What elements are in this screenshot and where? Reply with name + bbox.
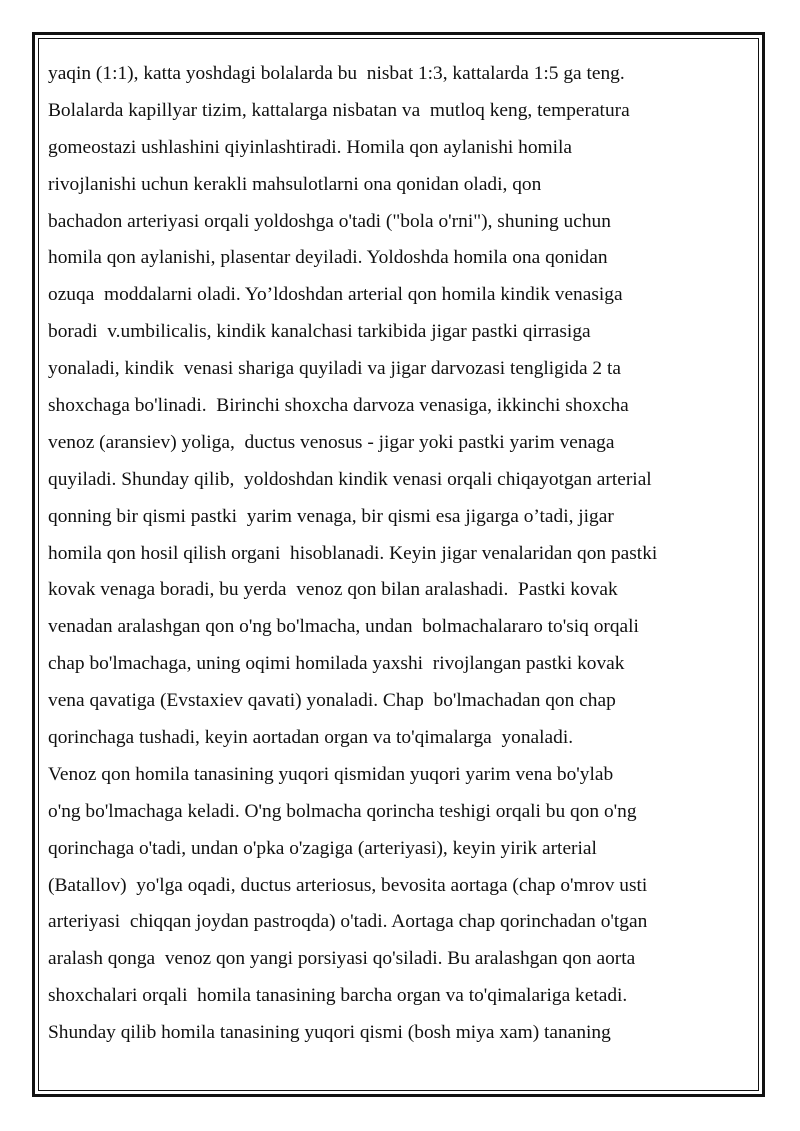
text-line: homila qon aylanishi, plasentar deyiladi. Yoldoshda homila ona qonidan [48, 247, 608, 269]
text-line: Shunday qilib homila tanasining yuqori qismi (bosh miya xam) tananing [48, 1022, 611, 1044]
text-line: chap bo'lmachaga, uning oqimi homilada yaxshi rivojlangan pastki kovak [48, 653, 625, 675]
text-line: shoxchaga bo'linadi. Birinchi shoxcha darvoza venasiga, ikkinchi shoxcha [48, 395, 629, 417]
text-line: yonaladi, kindik venasi shariga quyiladi va jigar darvozasi tengligida 2 ta [48, 358, 621, 380]
text-line: kovak venaga boradi, bu yerda venoz qon bilan aralashadi. Pastki kovak [48, 579, 618, 601]
text-line: quyiladi. Shunday qilib, yoldoshdan kindik venasi orqali chiqayotgan arterial [48, 468, 652, 490]
text-line: o'ng bo'lmachaga keladi. O'ng bolmacha qorincha teshigi orqali bu qon o'ng [48, 800, 637, 822]
text-line: yaqin (1:1), katta yoshdagi bolalarda bu nisbat 1:3, kattalarda 1:5 ga teng. [48, 63, 625, 84]
text-line: qorinchaga o'tadi, undan o'pka o'zagiga (arteriyasi), keyin yirik arterial [48, 837, 597, 859]
document-body [48, 56, 748, 1052]
text-line: boradi v.umbilicalis, kindik kanalchasi tarkibida jigar pastki qirrasiga [48, 321, 591, 343]
text-line: Bolalarda kapillyar tizim, kattalarga nisbatan va mutloq keng, temperatura [48, 99, 630, 121]
text-line: venoz (aransiev) yoliga, ductus venosus - jigar yoki pastki yarim venaga [48, 431, 615, 453]
text-line: rivojlanishi uchun kerakli mahsulotlarni ona qonidan oladi, qon [48, 173, 542, 195]
text-line: Venoz qon homila tanasining yuqori qismidan yuqori yarim vena bo'ylab [48, 763, 614, 785]
text-line: qorinchaga tushadi, keyin aortadan organ va to'qimalarga yonaladi. [48, 727, 574, 749]
text-line: ozuqa moddalarni oladi. Yo’ldoshdan arterial qon homila kindik venasiga [48, 284, 623, 306]
text-line: gomeostazi ushlashini qiyinlashtiradi. Homila qon aylanishi homila [48, 136, 573, 158]
text-line: qonning bir qismi pastki yarim venaga, bir qismi esa jigarga o’tadi, jigar [48, 505, 614, 527]
text-line: arteriyasi chiqqan joydan pastroqda) o'tadi. Aortaga chap qorinchadan o'tgan [48, 911, 648, 933]
text-line: (Batallov) yo'lga oqadi, ductus arteriosus, bevosita aortaga (chap o'mrov usti [48, 874, 648, 896]
text-line: aralash qonga venoz qon yangi porsiyasi qo'siladi. Bu aralashgan qon aorta [48, 948, 636, 970]
text-line: venadan aralashgan qon o'ng bo'lmacha, undan bolmachalararo to'siq orqali [48, 616, 639, 638]
text-line: homila qon hosil qilish organi hisoblanadi. Keyin jigar venalaridan qon pastki [48, 542, 658, 564]
text-line: vena qavatiga (Evstaxiev qavati) yonaladi. Chap bo'lmachadan qon chap [48, 690, 616, 712]
text-line: bachadon arteriyasi orqali yoldoshga o'tadi ("bola o'rni"), shuning uchun [48, 210, 611, 232]
text-line: shoxchalari orqali homila tanasining barcha organ va to'qimalariga ketadi. [48, 985, 628, 1007]
